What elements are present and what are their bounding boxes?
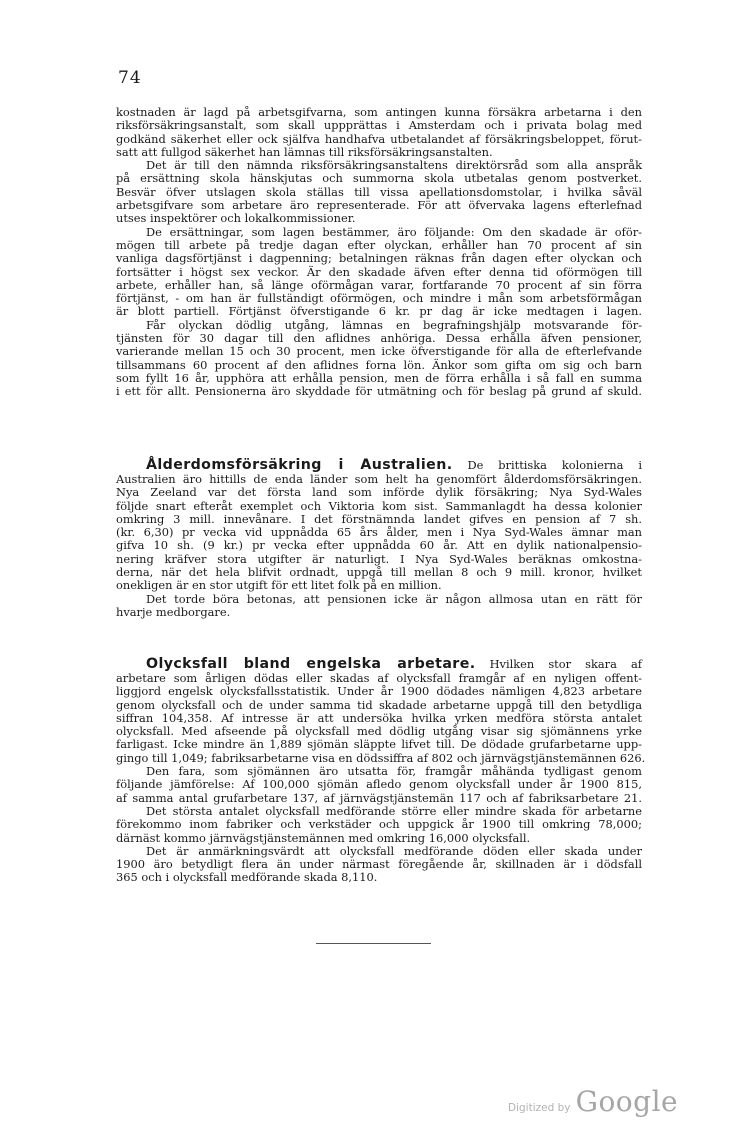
text-line: omkring 3 mill. innevånare. I det förstnämnda landet gifves en pension af 7 sh. [116, 511, 642, 526]
page-number: 74 [118, 68, 142, 88]
section-old-age-insurance-australia [116, 457, 642, 619]
text-line: Det största antalet olycksfall medförande större eller mindre skada för arbetarne [146, 803, 642, 818]
text-line: 365 och i olycksfall medförande skada 8,110. [116, 870, 378, 885]
text-line: Australien äro hittills de enda länder som helt ha genomfört ålderdomsförsäkringen. [116, 472, 642, 486]
text-line: 1900 äro betydligt flera än under närmast föregående år, skillnaden är i dödsfall [116, 857, 642, 872]
section-divider [316, 943, 431, 944]
text-line: Det är till den nämnda riksförsäkringsanstaltens direktörsråd som alla anspråk [146, 158, 642, 173]
section-heading: Ålderdomsförsäkring i Australien. [146, 457, 453, 473]
text-line: Nya Zeeland var det första land som införde dylik försäkring; Nya Syd-Wales [116, 485, 642, 500]
text-line: godkänd säkerhet eller ock själfva handhafva utbetalandet af försäkringsbeloppet, förut- [116, 131, 642, 146]
text-run: Hvilken stor skara af [489, 657, 642, 671]
text-line: Besvär öfver utslagen skola ställas till vissa apellationsdomstolar, i hvilka såväl [116, 184, 642, 199]
text-line: tjänsten för 30 dagar till den aflidnes anhöriga. Dessa erhålla äfven pensioner, [116, 331, 642, 346]
text-line: Det är anmärkningsvärdt att olycksfall medförande döden eller skada under [146, 843, 642, 858]
paragraph-block-workers-insurance [116, 106, 642, 399]
text-line: gingo till 1,049; fabriksarbetarne visa en dödssiffra af 802 och järnvägstjänstemännen 626. [116, 750, 646, 765]
text-line: onekligen är en stor utgift för ett litet folk på en million. [116, 578, 442, 593]
text-line: derna, när det hela blifvit ordnadt, uppgå till mellan 8 och 9 mill. kronor, hvilket [116, 565, 642, 580]
text-line: nering kräfver stora utgifter är naturligt. I Nya Syd-Wales beräknas omkostna- [116, 551, 642, 566]
text-line: därnäst kommo järnvägstjänstemännen med omkring 16,000 olycksfall. [116, 830, 531, 845]
text-line: af samma antal grufarbetare 137, af järnvägstjänstemän 117 och af fabriksarbetare 21. [116, 790, 642, 805]
text-line: tillsammans 60 procent af den aflidnes forna lön. Änkor som gifta om sig och barn [116, 357, 642, 372]
text-line: genom olycksfall och de under samma tid skadade arbetarne uppgå till den betydliga [116, 697, 642, 712]
text-line: i ett för allt. Pensionerna äro skyddade för utmätning och för beslag på grund af skuld. [116, 384, 642, 399]
digitization-watermark [508, 1085, 678, 1118]
text-line: Får olyckan dödlig utgång, lämnas en begrafningshjälp motsvarande för- [146, 317, 642, 332]
text-line: De ersättningar, som lagen bestämmer, äro följande: Om den skadade är oför- [146, 224, 642, 239]
text-line: kostnaden är lagd på arbetsgifvarna, som antingen kunna försäkra arbetarna i den [116, 105, 642, 119]
text-line: satt att fullgod säkerhet han lämnas till riksförsäkringsanstalten. [116, 144, 493, 159]
text-line: utses inspektörer och lokalkommissioner. [116, 211, 356, 226]
section-heading: Olycksfall bland engelska arbetare. [146, 656, 476, 672]
text-line: förtjänst, - om han är fullständigt oförmögen, och mindre i mån som arbetsförmågan [116, 291, 642, 306]
google-logo: Google [575, 1085, 679, 1118]
text-line: förekommo inom fabriker och verkstäder och uppgick år 1900 till omkring 78,000; [116, 817, 642, 832]
section-heading-line [116, 656, 642, 672]
text-line: arbetsgifvare som arbetare äro representerade. För att öfvervaka lagens efterlefnad [116, 198, 642, 213]
text-line: på ersättning skola hänskjutas och summorna skola utbetalas genom postverket. [116, 171, 642, 186]
text-line: vanliga dagsförtjänst i dagpenning; betalningen räknas från dagen efter olyckan och [116, 251, 642, 266]
section-heading-line [116, 457, 642, 473]
text-line: (kr. 6,30) pr vecka vid uppnådda 65 års ålder, men i Nya Syd-Wales ämnar man [116, 525, 642, 540]
text-line: farligast. Icke mindre än 1,889 sjömän släppte lifvet till. De dödade grufarbetarne upp- [116, 737, 642, 752]
text-line: hvarje medborgare. [116, 604, 231, 619]
text-line: som fyllt 16 år, upphöra att erhålla pension, men de förra erhålla i så fall en summa [116, 370, 642, 385]
text-line: Den fara, som sjömännen äro utsatta för, framgår måhända tydligast genom [146, 764, 642, 779]
text-line: följande jämförelse: Af 100,000 sjömän afledo genom olycksfall under år 1900 815, [116, 777, 642, 792]
text-line: Det torde böra betonas, att pensionen icke är någon allmosa utan en rätt för [146, 591, 642, 606]
text-line: liggjord engelsk olycksfallsstatistik. Under år 1900 dödades nämligen 4,823 arbetare [116, 684, 642, 699]
text-line: följde snart efteråt exemplet och Viktoria kom sist. Sammanlagdt ha dessa kolonier [116, 498, 642, 513]
text-line: olycksfall. Med afseende på olycksfall med dödlig utgång visar sig sjömännens yrke [116, 724, 642, 739]
section-accidents-english-workers [116, 656, 646, 885]
watermark-prefix: Digitized by [508, 1102, 571, 1114]
text-line: mögen till arbete på tredje dagan efter olyckan, erhåller han 70 procent af sin [116, 237, 642, 252]
text-line: är blott partiell. Förtjänst öfverstigande 6 kr. pr dag är icke medtagen i lagen. [116, 304, 642, 319]
text-run: De brittiska kolonierna i [467, 458, 642, 472]
text-line: gifva 10 sh. (9 kr.) pr vecka efter uppnådda 60 år. Att en dylik nationalpensio- [116, 538, 642, 553]
text-line: fortsätter i högst sex veckor. Är den skadade äfven efter denna tid oförmögen till [116, 264, 642, 279]
text-line: arbete, erhåller han, så länge oförmågan varar, fortfarande 70 procent af sin förra [116, 277, 642, 292]
text-line: siffran 104,358. Af intresse är att undersöka hvilka yrken medföra största antalet [116, 710, 642, 725]
text-line: riksförsäkringsanstalt, som skall uppprättas i Amsterdam och i privata bolag med [116, 118, 642, 133]
text-line: arbetare som årligen dödas eller skadas af olycksfall framgår af en nyligen offent- [116, 671, 642, 685]
text-line: varierande mellan 15 och 30 procent, men icke öfverstigande för alla de efterlefvande [116, 344, 642, 359]
